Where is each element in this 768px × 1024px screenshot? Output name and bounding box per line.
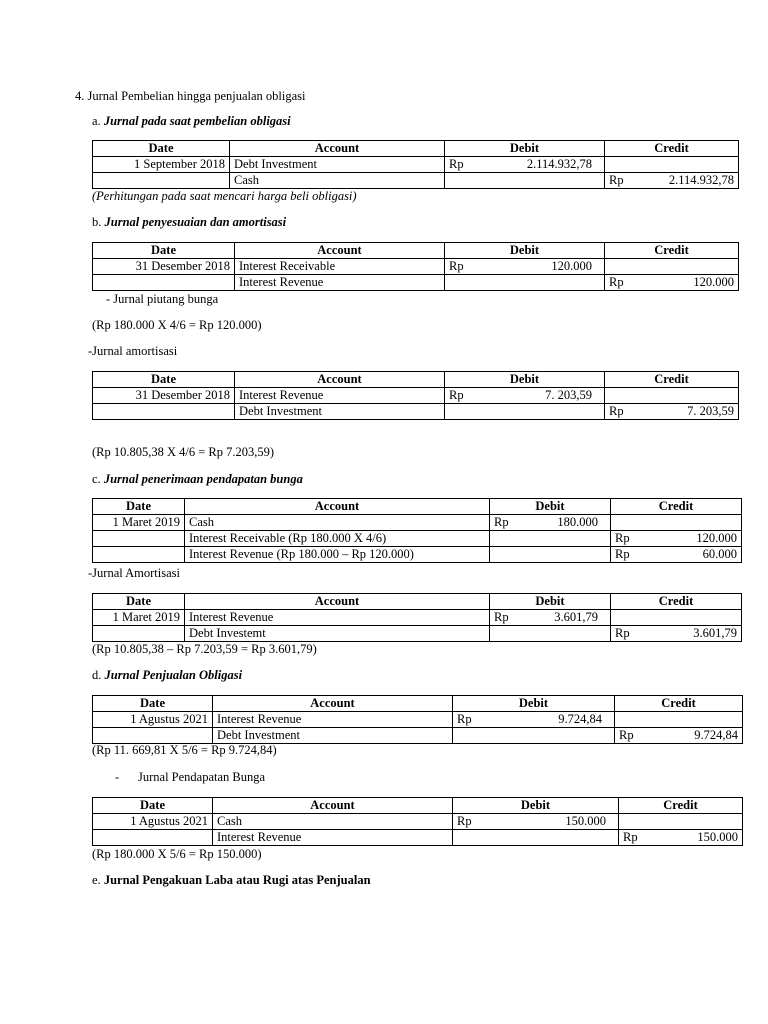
cell-date <box>93 275 235 291</box>
journal-table-purchase <box>92 140 739 189</box>
credit-amount: 60.000 <box>702 547 737 561</box>
cell-credit <box>605 259 739 275</box>
header-debit: Debit <box>445 243 605 259</box>
cell-debit <box>490 515 611 531</box>
header-date: Date <box>93 499 185 515</box>
cell-credit <box>611 610 742 626</box>
table-row <box>93 610 742 626</box>
cell-credit <box>605 157 739 173</box>
table-row <box>93 712 743 728</box>
cell-debit <box>445 173 605 189</box>
cell-date: 1 Agustus 2021 <box>93 712 213 728</box>
debit-amount: 7. 203,59 <box>545 388 592 402</box>
credit-amount: 3.601,79 <box>693 626 737 640</box>
header-credit: Credit <box>605 243 739 259</box>
cell-credit <box>611 626 742 642</box>
cell-debit <box>453 830 619 846</box>
section-title-text: Jurnal penerimaan pendapatan bunga <box>103 472 303 486</box>
cell-date: 31 Desember 2018 <box>93 388 235 404</box>
credit-amount: 120.000 <box>693 275 734 289</box>
currency-label: Rp <box>615 531 630 545</box>
cell-date: 1 September 2018 <box>93 157 230 173</box>
cell-credit <box>619 814 743 830</box>
cell-account: Interest Revenue (Rp 180.000 – Rp 120.000) <box>185 547 490 563</box>
header-debit: Debit <box>445 141 605 157</box>
header-account: Account <box>235 372 445 388</box>
credit-amount: 120.000 <box>696 531 737 545</box>
cell-credit <box>619 830 743 846</box>
table-row <box>93 388 739 404</box>
cell-account: Interest Revenue <box>185 610 490 626</box>
credit-amount: 2.114.932,78 <box>668 173 734 187</box>
table-row <box>93 157 739 173</box>
cell-date <box>93 173 230 189</box>
journal-table-adjustment <box>92 242 739 291</box>
cell-account: Interest Revenue <box>213 830 453 846</box>
section-letter: b. <box>92 215 102 229</box>
table-row <box>93 728 743 744</box>
debit-amount: 9.724,84 <box>558 712 602 726</box>
section-c-title <box>92 472 303 487</box>
currency-label: Rp <box>623 830 638 844</box>
table-header-row <box>93 141 739 157</box>
header-credit: Credit <box>605 372 739 388</box>
debit-amount: 150.000 <box>565 814 606 828</box>
table-header-row <box>93 798 743 814</box>
cell-account: Debt Investment <box>235 404 445 420</box>
cell-credit <box>611 531 742 547</box>
section-title-text: Jurnal Penjualan Obligasi <box>104 668 243 682</box>
cell-debit <box>490 610 611 626</box>
credit-amount: 7. 203,59 <box>687 404 734 418</box>
cell-account: Cash <box>213 814 453 830</box>
debit-amount: 180.000 <box>557 515 598 529</box>
currency-label: Rp <box>619 728 634 742</box>
section-letter: d. <box>92 668 102 682</box>
header-debit: Debit <box>490 594 611 610</box>
journal-table-interest-received <box>92 498 742 563</box>
section-title-text: Jurnal pada saat pembelian obligasi <box>103 114 291 128</box>
table-row <box>93 830 743 846</box>
cell-account: Cash <box>185 515 490 531</box>
currency-label: Rp <box>457 814 472 828</box>
table-header-row <box>93 499 742 515</box>
section-letter: e. <box>92 873 101 887</box>
cell-debit <box>445 259 605 275</box>
header-credit: Credit <box>611 499 742 515</box>
table-row <box>93 515 742 531</box>
currency-label: Rp <box>615 626 630 640</box>
header-debit: Debit <box>445 372 605 388</box>
cell-date <box>93 626 185 642</box>
cell-account: Interest Receivable <box>235 259 445 275</box>
cell-debit <box>490 531 611 547</box>
cell-date <box>93 830 213 846</box>
cell-account: Interest Revenue <box>213 712 453 728</box>
cell-account: Interest Revenue <box>235 388 445 404</box>
table-header-row <box>93 243 739 259</box>
cell-debit <box>445 404 605 420</box>
table-header-row <box>93 696 743 712</box>
cell-credit <box>605 173 739 189</box>
cell-account: Interest Revenue <box>235 275 445 291</box>
credit-amount: 150.000 <box>697 830 738 844</box>
journal-table-sale <box>92 695 743 744</box>
header-debit: Debit <box>453 696 615 712</box>
header-debit: Debit <box>453 798 619 814</box>
cell-credit <box>615 728 743 744</box>
header-credit: Credit <box>605 141 739 157</box>
debit-amount: 120.000 <box>551 259 592 273</box>
cell-debit <box>453 814 619 830</box>
header-account: Account <box>185 594 490 610</box>
cell-debit <box>445 157 605 173</box>
section-c-sub: -Jurnal Amortisasi <box>88 566 181 580</box>
cell-date <box>93 404 235 420</box>
cell-date <box>93 728 213 744</box>
cell-date: 1 Maret 2019 <box>93 610 185 626</box>
header-date: Date <box>93 372 235 388</box>
cell-date: 1 Maret 2019 <box>93 515 185 531</box>
section-letter: a. <box>92 114 101 128</box>
table-row <box>93 626 742 642</box>
currency-label: Rp <box>615 547 630 561</box>
header-account: Account <box>213 696 453 712</box>
cell-date <box>93 547 185 563</box>
debit-amount: 2.114.932,78 <box>526 157 592 171</box>
section-d-title <box>92 668 242 683</box>
currency-label: Rp <box>609 275 624 289</box>
table-row <box>93 547 742 563</box>
header-date: Date <box>93 594 185 610</box>
section-d-calc2: (Rp 180.000 X 5/6 = Rp 150.000) <box>92 847 262 861</box>
cell-debit <box>445 388 605 404</box>
header-account: Account <box>235 243 445 259</box>
cell-credit <box>605 404 739 420</box>
header-account: Account <box>230 141 445 157</box>
section-b-calc1: (Rp 180.000 X 4/6 = Rp 120.000) <box>92 318 262 332</box>
cell-credit <box>611 547 742 563</box>
header-date: Date <box>93 696 213 712</box>
document-heading: 4. Jurnal Pembelian hingga penjualan obligasi <box>75 89 306 103</box>
cell-debit <box>453 728 615 744</box>
header-credit: Credit <box>619 798 743 814</box>
journal-table-amortization-2 <box>92 593 742 642</box>
header-date: Date <box>93 243 235 259</box>
header-account: Account <box>213 798 453 814</box>
section-b-sub1: - Jurnal piutang bunga <box>106 292 219 306</box>
section-d-sub: Jurnal Pendapatan Bunga <box>138 770 266 784</box>
section-a-note: (Perhitungan pada saat mencari harga beli obligasi) <box>92 189 357 203</box>
cell-account: Debt Investment <box>230 157 445 173</box>
cell-account: Cash <box>230 173 445 189</box>
section-d-calc1: (Rp 11. 669,81 X 5/6 = Rp 9.724,84) <box>92 743 277 757</box>
section-d-sub-dash: - <box>115 770 120 784</box>
table-row <box>93 531 742 547</box>
cell-credit <box>615 712 743 728</box>
cell-debit <box>490 547 611 563</box>
currency-label: Rp <box>449 388 464 402</box>
credit-amount: 9.724,84 <box>694 728 738 742</box>
cell-date <box>93 531 185 547</box>
debit-amount: 3.601,79 <box>554 610 598 624</box>
section-b-title <box>92 215 286 230</box>
cell-debit <box>490 626 611 642</box>
currency-label: Rp <box>449 157 464 171</box>
currency-label: Rp <box>609 173 624 187</box>
section-b-sub2: -Jurnal amortisasi <box>88 344 178 358</box>
table-header-row <box>93 594 742 610</box>
header-debit: Debit <box>490 499 611 515</box>
currency-label: Rp <box>494 610 509 624</box>
cell-credit <box>611 515 742 531</box>
journal-table-interest-income <box>92 797 743 846</box>
cell-debit <box>445 275 605 291</box>
section-e-title <box>92 873 371 888</box>
cell-date: 1 Agustus 2021 <box>93 814 213 830</box>
header-date: Date <box>93 141 230 157</box>
table-row <box>93 814 743 830</box>
header-account: Account <box>185 499 490 515</box>
table-row <box>93 173 739 189</box>
currency-label: Rp <box>494 515 509 529</box>
cell-account: Debt Investemt <box>185 626 490 642</box>
section-b-calc2: (Rp 10.805,38 X 4/6 = Rp 7.203,59) <box>92 445 275 459</box>
cell-debit <box>453 712 615 728</box>
section-letter: c. <box>92 472 101 486</box>
table-row <box>93 259 739 275</box>
header-date: Date <box>93 798 213 814</box>
journal-table-amortization <box>92 371 739 420</box>
table-row <box>93 275 739 291</box>
currency-label: Rp <box>449 259 464 273</box>
cell-credit <box>605 388 739 404</box>
table-row <box>93 404 739 420</box>
section-a-title <box>92 114 291 129</box>
currency-label: Rp <box>457 712 472 726</box>
currency-label: Rp <box>609 404 624 418</box>
cell-account: Debt Investment <box>213 728 453 744</box>
section-title-text: Jurnal penyesuaian dan amortisasi <box>104 215 287 229</box>
cell-date: 31 Desember 2018 <box>93 259 235 275</box>
section-title-text: Jurnal Pengakuan Laba atau Rugi atas Penjualan <box>103 873 371 887</box>
header-credit: Credit <box>611 594 742 610</box>
cell-account: Interest Receivable (Rp 180.000 X 4/6) <box>185 531 490 547</box>
section-c-calc: (Rp 10.805,38 – Rp 7.203,59 = Rp 3.601,79) <box>92 642 317 656</box>
table-header-row <box>93 372 739 388</box>
header-credit: Credit <box>615 696 743 712</box>
cell-credit <box>605 275 739 291</box>
